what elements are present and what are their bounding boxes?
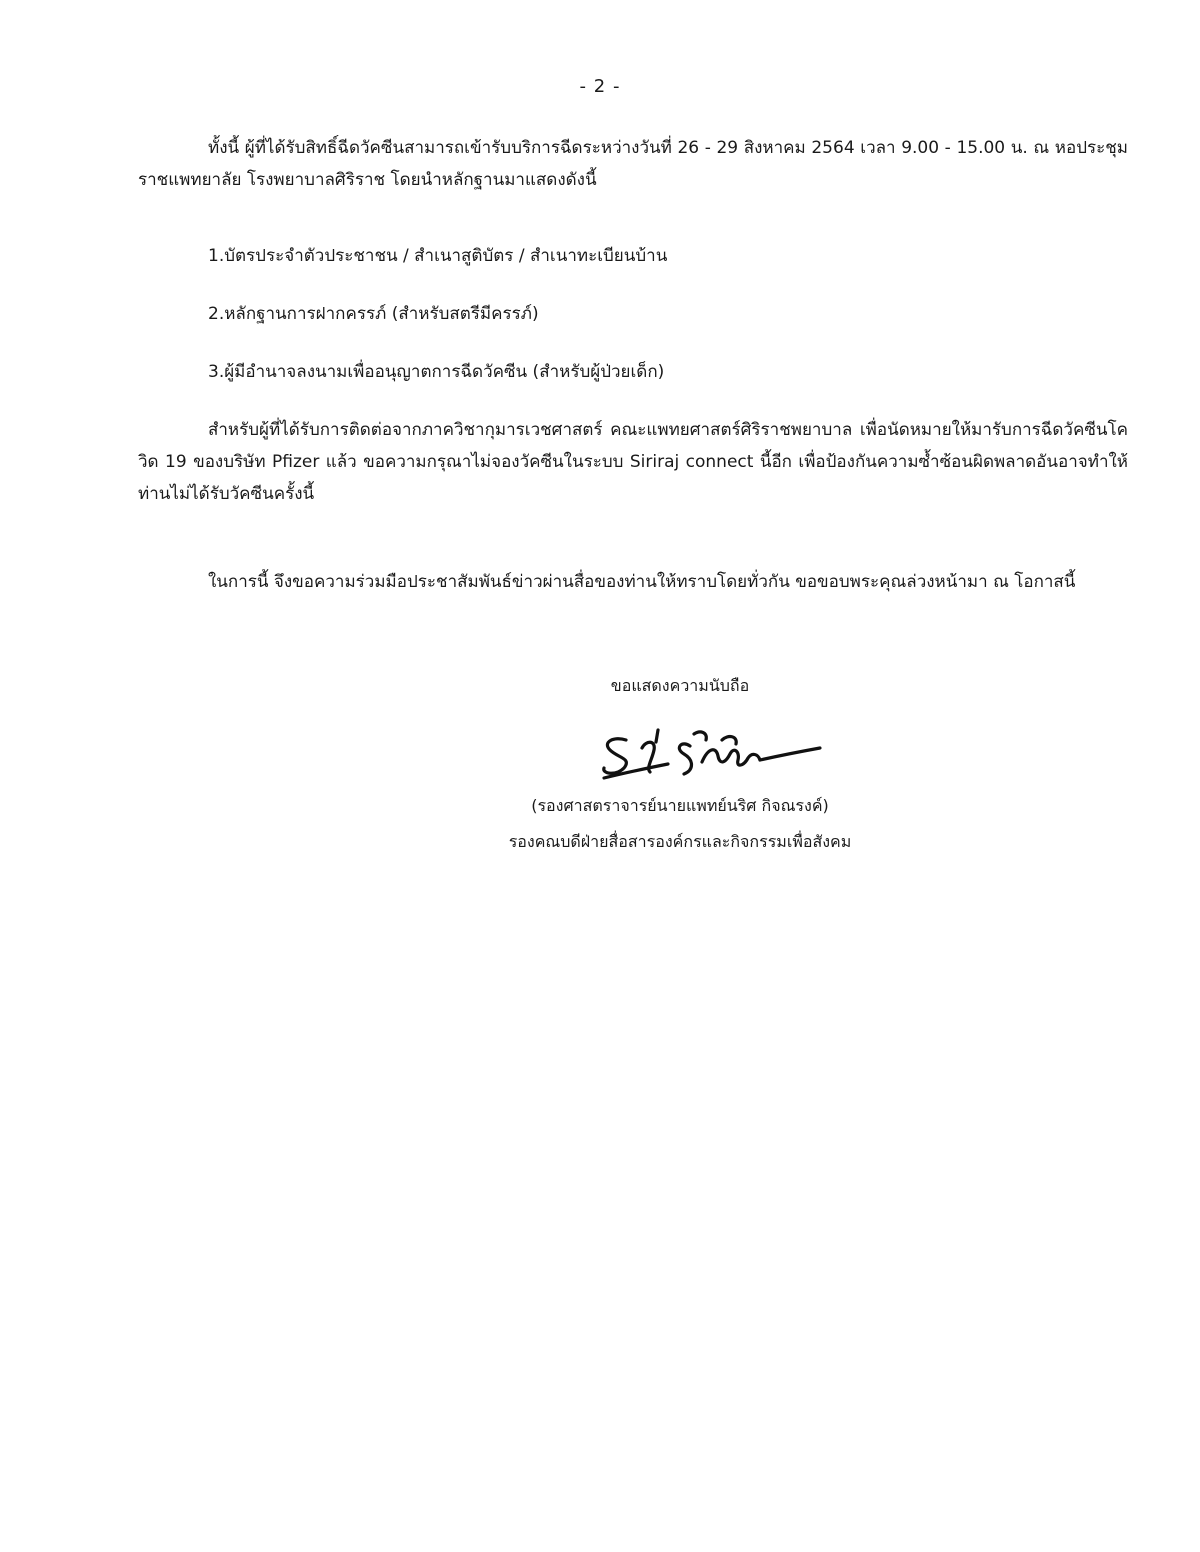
list-item: 2.หลักฐานการฝากครรภ์ (สำหรับสตรีมีครรภ์) bbox=[208, 304, 539, 324]
signer-name: (รองศาสตราจารย์นายแพทย์นริศ กิจณรงค์) bbox=[531, 796, 829, 815]
handwritten-signature bbox=[598, 718, 826, 786]
signer-title: รองคณบดีฝ่ายสื่อสารองค์กรและกิจกรรมเพื่อสังคม bbox=[508, 832, 852, 851]
list-item: 3.ผู้มีอำนาจลงนามเพื่ออนุญาตการฉีดวัคซีน (สำหรับผู้ป่วยเด็ก) bbox=[208, 362, 665, 382]
paragraph-notice bbox=[138, 414, 1128, 510]
paragraph-schedule bbox=[138, 132, 1128, 196]
page-number: - 2 - bbox=[579, 76, 621, 97]
paragraph-schedule-text: ทั้งนี้ ผู้ที่ได้รับสิทธิ์ฉีดวัคซีนสามารถเข้ารับบริการฉีดระหว่างวันที่ 26 - 29 สิงหาคม 2564 เวลา 9.00 - 15.00 น. ณ หอประชุมราชแพทยาลัย โรงพยาบาลศิริราช โดยนำหลักฐานมาแสดงดังนี้ bbox=[138, 138, 1128, 190]
paragraph-request-text: ในการนี้ จึงขอความร่วมมือประชาสัมพันธ์ข่าวผ่านสื่อของท่านให้ทราบโดยทั่วกัน ขอขอบพระคุณล่วงหน้ามา ณ โอกาสนี้ bbox=[208, 572, 1076, 592]
paragraph-request bbox=[138, 566, 1128, 598]
list-item: 1.บัตรประจำตัวประชาชน / สำเนาสูติบัตร / สำเนาทะเบียนบ้าน bbox=[208, 246, 668, 266]
closing-salutation: ขอแสดงความนับถือ bbox=[610, 676, 750, 695]
paragraph-notice-text: สำหรับผู้ที่ได้รับการติดต่อจากภาควิชากุมารเวชศาสตร์ คณะแพทยศาสตร์ศิริราชพยาบาล เพื่อนัดหมายให้มารับการฉีดวัคซีนโควิด 19 ของบริษัท Pfizer แล้ว ขอความกรุณาไม่จองวัคซีนในระบบ Siriraj connect นี้อีก เพื่อป้องกันความซ้ำซ้อนผิดพลาดอันอาจทำให้ท่านไม่ได้รับวัคซีนครั้งนี้ bbox=[138, 420, 1128, 504]
